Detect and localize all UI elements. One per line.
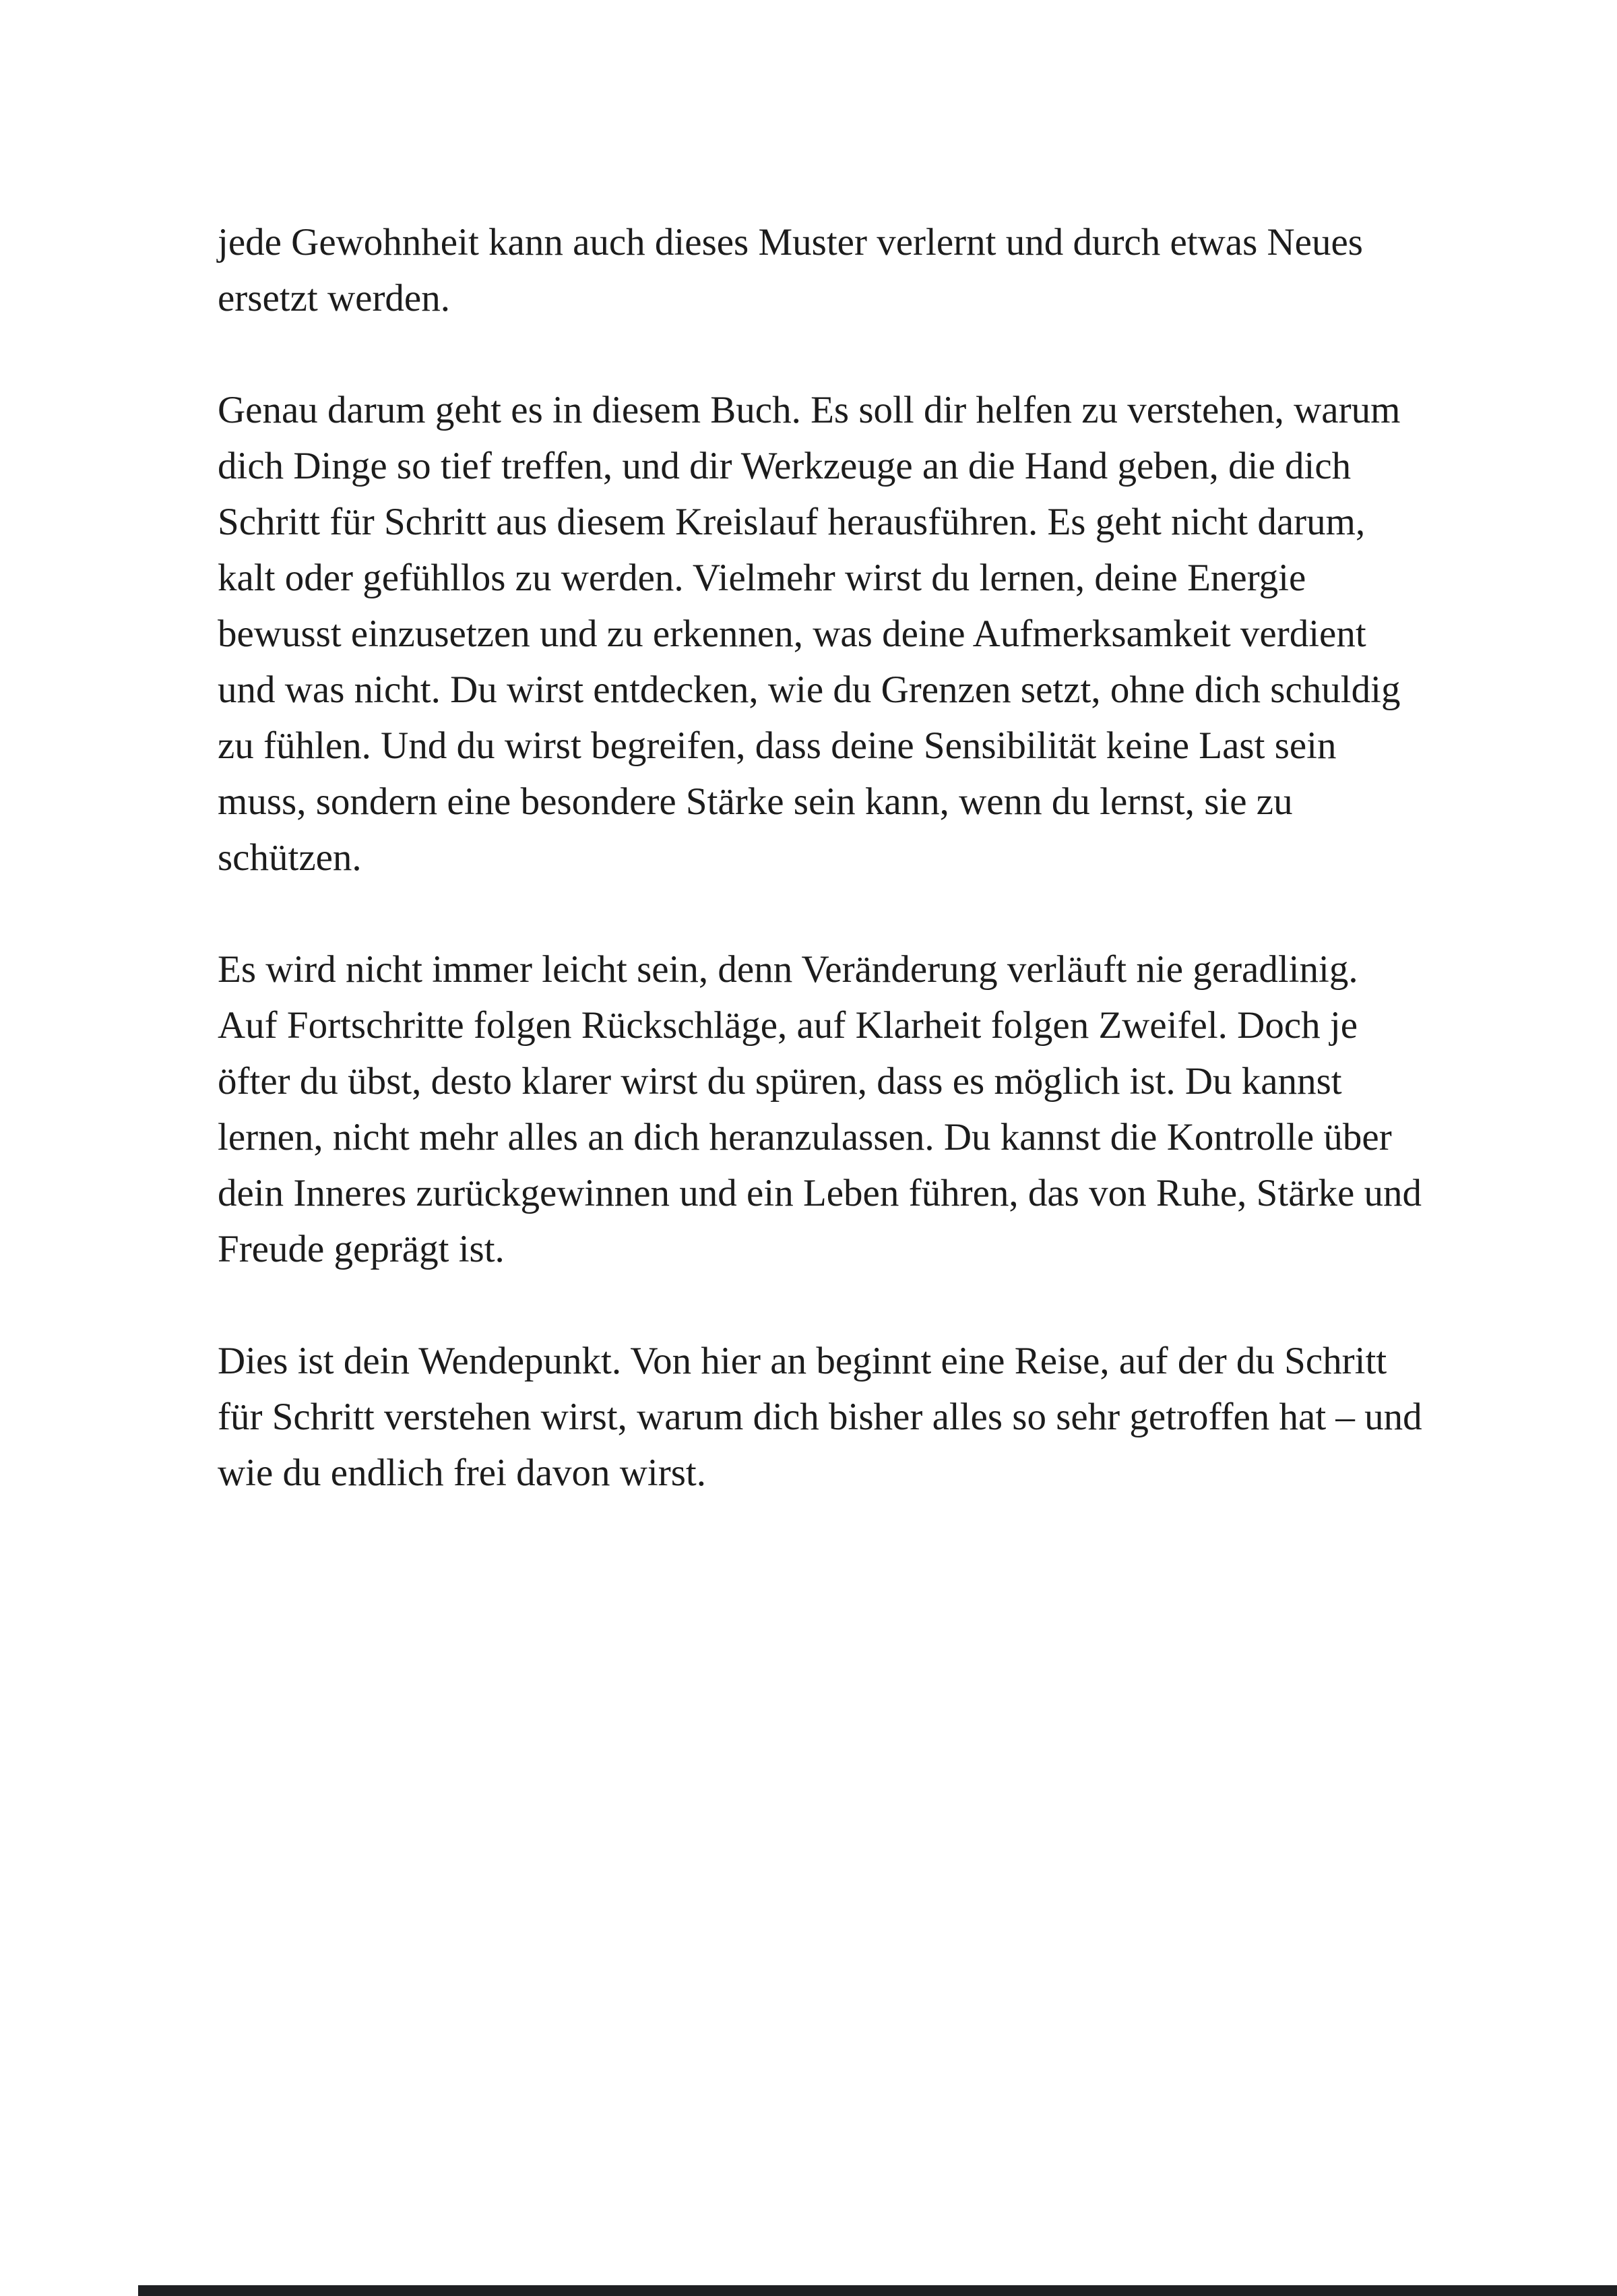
bottom-edge-bar	[138, 2285, 1617, 2296]
paragraph-3: Es wird nicht immer leicht sein, denn Veränderung verläuft nie geradlinig. Auf Fortschritte folgen Rückschläge, auf Klarheit folgen Zweifel. Doch je öfter du übst, desto klarer wirst du spüren, dass es möglich ist. Du kannst lernen, nicht mehr alles an dich heranzulassen. Du kannst die Kontrolle über dein Inneres zurückgewinnen und ein Leben führen, das von Ruhe, Stärke und Freude geprägt ist.	[218, 948, 1422, 1270]
paragraph-4: Dies ist dein Wendepunkt. Von hier an beginnt eine Reise, auf der du Schritt für Schritt verstehen wirst, warum dich bisher alles so sehr getroffen hat – und wie du endlich frei davon wirst.	[218, 1340, 1422, 1494]
page-text	[218, 214, 1424, 1501]
paragraph-1: jede Gewohnheit kann auch dieses Muster verlernt und durch etwas Neues ersetzt werden.	[218, 221, 1363, 319]
paragraph-2: Genau darum geht es in diesem Buch. Es soll dir helfen zu verstehen, warum dich Dinge so tief treffen, und dir Werkzeuge an die Hand geben, die dich Schritt für Schritt aus diesem Kreislauf herausführen. Es geht nicht darum, kalt oder gefühllos zu werden. Vielmehr wirst du lernen, deine Energie bewusst einzusetzen und zu erkennen, was deine Aufmerksamkeit verdient und was nicht. Du wirst entdecken, wie du Grenzen setzt, ohne dich schuldig zu fühlen. Und du wirst begreifen, dass deine Sensibilität keine Last sein muss, sondern eine besondere Stärke sein kann, wenn du lernst, sie zu schützen.	[218, 389, 1401, 879]
